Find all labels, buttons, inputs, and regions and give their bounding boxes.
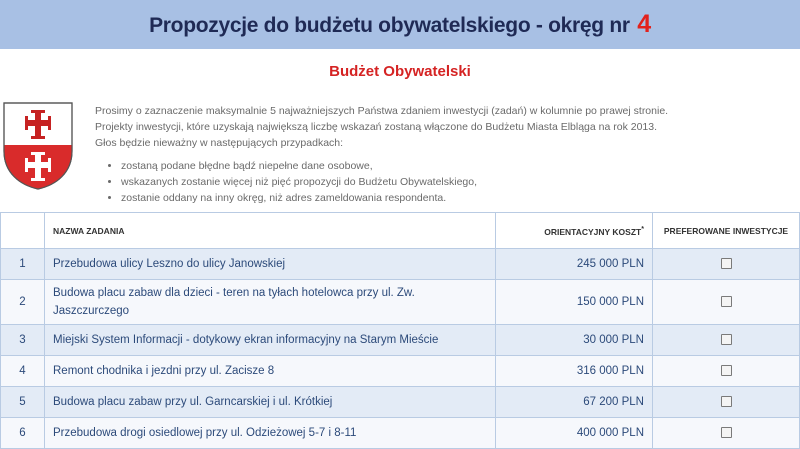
preferred-cell xyxy=(653,356,800,387)
preferred-cell xyxy=(653,280,800,325)
preferred-checkbox[interactable] xyxy=(721,396,732,407)
task-name: Przebudowa drogi osiedlowej przy ul. Odzieżowej 5-7 i 8-11 xyxy=(45,418,496,449)
preferred-checkbox[interactable] xyxy=(721,365,732,376)
row-index: 3 xyxy=(1,325,45,356)
column-header-preferred: PREFEROWANE INWESTYCJE xyxy=(653,213,800,249)
table-row xyxy=(1,418,800,449)
preferred-checkbox[interactable] xyxy=(721,258,732,269)
task-name: Budowa placu zabaw dla dzieci - teren na tyłach hotelowca przy ul. Zw. Jaszczurczego xyxy=(45,280,496,325)
table-row xyxy=(1,325,800,356)
column-header-cost xyxy=(496,213,653,249)
row-index: 5 xyxy=(1,387,45,418)
instruction-line: Prosimy o zaznaczenie maksymalnie 5 najważniejszych Państwa zdaniem inwestycji (zadań) w kolumnie po prawej stronie. xyxy=(95,105,669,117)
table-row xyxy=(1,387,800,418)
preferred-checkbox[interactable] xyxy=(721,296,732,307)
district-number: 4 xyxy=(637,10,651,38)
instruction-line: Projekty inwestycji, które uzyskają największą liczbę wskazań zostaną włączone do Budżetu Miasta Elbląga na rok 2013. xyxy=(95,121,658,133)
task-cost: 67 200 PLN xyxy=(496,387,653,418)
preferred-checkbox[interactable] xyxy=(721,427,732,438)
preferred-cell xyxy=(653,387,800,418)
preferred-cell xyxy=(653,418,800,449)
task-name: Miejski System Informacji - dotykowy ekran informacyjny na Starym Mieście xyxy=(45,325,496,356)
list-item: • zostaną podane błędne bądź niepełne dane osobowe, xyxy=(121,158,755,174)
page-title-text: Propozycje do budżetu obywatelskiego - okręg nr xyxy=(149,14,630,37)
preferred-cell xyxy=(653,325,800,356)
instructions xyxy=(95,103,755,206)
task-cost: 400 000 PLN xyxy=(496,418,653,449)
tasks-table xyxy=(0,212,800,449)
table-row xyxy=(1,356,800,387)
task-cost: 30 000 PLN xyxy=(496,325,653,356)
table-row xyxy=(1,280,800,325)
invalid-vote-list xyxy=(95,158,755,206)
preferred-cell xyxy=(653,249,800,280)
list-item: • zostanie oddany na inny okręg, niż adres zameldowania respondenta. xyxy=(121,190,755,206)
column-header-cost-label: ORIENTACYJNY KOSZT xyxy=(544,226,642,237)
page-title xyxy=(149,10,651,39)
footnote-mark: * xyxy=(641,224,644,233)
row-index: 2 xyxy=(1,280,45,325)
elblag-coat-of-arms-icon xyxy=(0,101,76,191)
row-index: 4 xyxy=(1,356,45,387)
task-cost: 245 000 PLN xyxy=(496,249,653,280)
row-index: 1 xyxy=(1,249,45,280)
column-header-name: NAZWA ZADANIA xyxy=(45,213,496,249)
task-name: Remont chodnika i jezdni przy ul. Zacisze 8 xyxy=(45,356,496,387)
row-index: 6 xyxy=(1,418,45,449)
table-row xyxy=(1,249,800,280)
list-item: • wskazanych zostanie więcej niż pięć propozycji do Budżetu Obywatelskiego, xyxy=(121,174,755,190)
preferred-checkbox[interactable] xyxy=(721,334,732,345)
section-subtitle: Budżet Obywatelski xyxy=(329,63,471,80)
instruction-line: Głos będzie nieważny w następujących przypadkach: xyxy=(95,137,344,149)
task-cost: 316 000 PLN xyxy=(496,356,653,387)
page-header xyxy=(0,0,800,49)
table-header-row xyxy=(1,213,800,249)
task-cost: 150 000 PLN xyxy=(496,280,653,325)
task-name: Budowa placu zabaw przy ul. Garncarskiej i ul. Krótkiej xyxy=(45,387,496,418)
column-header-index xyxy=(1,213,45,249)
task-name: Przebudowa ulicy Leszno do ulicy Janowskiej xyxy=(45,249,496,280)
